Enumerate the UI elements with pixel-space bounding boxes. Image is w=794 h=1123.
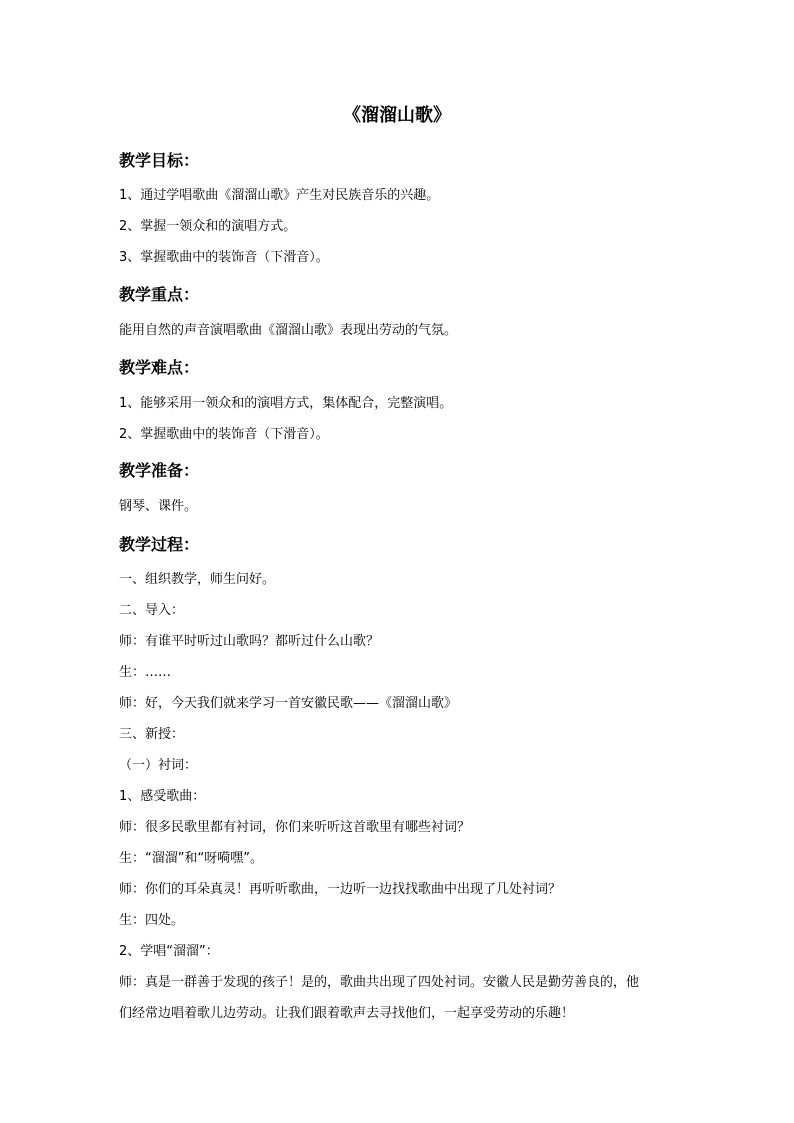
process-line-12: 生：四处。 <box>119 913 185 928</box>
process-line-6: 三、新授： <box>119 727 185 742</box>
difficulty-item-1: 1、能够采用一领众和的演唱方式，集体配合，完整演唱。 <box>119 396 453 411</box>
section-heading-objectives: 教学目标： <box>119 151 200 170</box>
process-line-8: 1、感受歌曲： <box>119 789 206 804</box>
process-line-3: 师：有谁平时听过山歌吗？都听过什么山歌？ <box>119 634 380 649</box>
section-heading-key-points: 教学重点： <box>119 285 200 304</box>
process-line-4: 生：…… <box>119 665 172 680</box>
process-line-1: 一、组织教学，师生问好。 <box>119 572 276 587</box>
process-line-2: 二、导入： <box>119 603 185 618</box>
process-line-10: 生：“溜溜”和“呀嗬嘿”。 <box>119 851 263 866</box>
section-heading-process: 教学过程： <box>119 535 200 554</box>
difficulty-item-2: 2、掌握歌曲中的装饰音（下滑音）。 <box>119 427 329 442</box>
process-line-15: 们经常边唱着歌儿边劳动。让我们跟着歌声去寻找他们，一起享受劳动的乐趣！ <box>119 1006 575 1021</box>
process-line-7: （一）衬词： <box>119 758 198 773</box>
process-line-14: 师：真是一群善于发现的孩子！是的，歌曲共出现了四处衬词。安徽人民是勤劳善良的，他 <box>119 975 640 990</box>
section-heading-preparation: 教学准备： <box>119 461 200 480</box>
objective-item-2: 2、掌握一领众和的演唱方式。 <box>119 219 297 234</box>
process-line-11: 师：你们的耳朵真灵！再听听歌曲，一边听一边找找歌曲中出现了几处衬词？ <box>119 882 562 897</box>
objective-item-1: 1、通过学唱歌曲《溜溜山歌》产生对民族音乐的兴趣。 <box>119 188 440 203</box>
process-line-13: 2、学唱“溜溜”： <box>119 944 219 959</box>
preparation-item-1: 钢琴、课件。 <box>119 499 198 514</box>
objective-item-3: 3、掌握歌曲中的装饰音（下滑音）。 <box>119 250 329 265</box>
section-heading-difficulties: 教学难点： <box>119 358 200 377</box>
document-title: 《溜溜山歌》 <box>343 105 451 126</box>
process-line-9: 师：很多民歌里都有衬词，你们来听听这首歌里有哪些衬词？ <box>119 820 471 835</box>
key-point-item-1: 能用自然的声音演唱歌曲《溜溜山歌》表现出劳动的气氛。 <box>119 323 458 338</box>
process-line-5: 师：好，今天我们就来学习一首安徽民歌——《溜溜山歌》 <box>119 696 458 711</box>
